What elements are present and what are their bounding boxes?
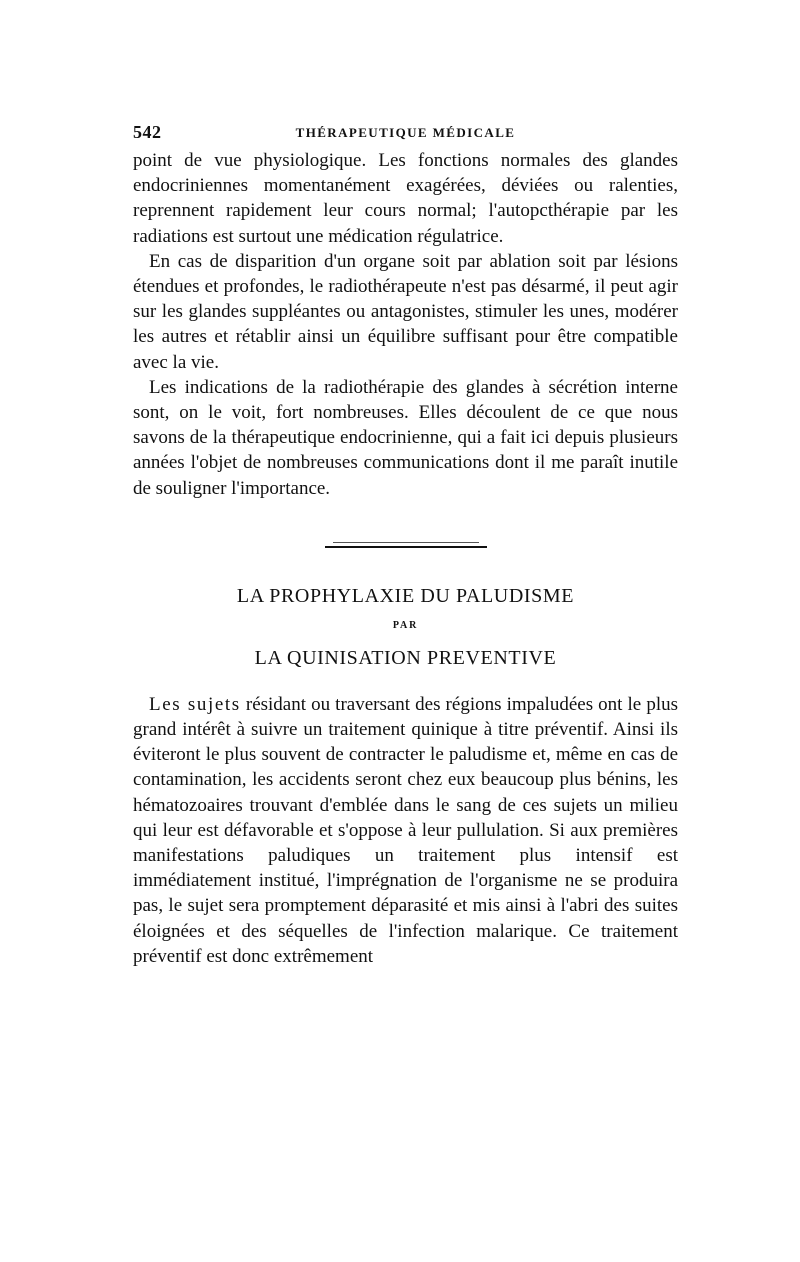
- divider-thin-line: [333, 542, 479, 543]
- section-body-text: résidant ou traversant des régions impaludées ont le plus grand intérêt à suivre un traitement quinique à titre préventif. Ainsi ils éviteront le plus souvent de contracter le paludisme et, même en cas de contamination, les accidents seront chez eux beaucoup plus bénins, les hématozoaires trouvant d'emblée dans le sang de ces sujets un milieu qui leur est défavorable et s'oppose à leur pullulation. Si aux premières manifestations paludiques un traitement plus intensif est immédiatement institué, l'imprégnation de l'organisme ne se produira pas, le sujet sera promptement déparasité et mis ainsi à l'abri des suites éloignées et des séquelles de l'infection malarique. Ce traitement préventif est donc extrêmement: [133, 693, 678, 967]
- running-head: [133, 108, 678, 142]
- section-subtitle: LA QUINISATION PREVENTIVE: [254, 646, 557, 669]
- section-title: LA PROPHYLAXIE DU PALUDISME: [236, 584, 575, 607]
- paragraph-1: point de vue physiologique. Les fonctions normales des glandes endocriniennes momentanément exagérées, déviées ou ralenties, reprennent rapidement leur cours normal; l'autopcthérapie par les radiations est surtout une médication régulatrice.: [133, 150, 678, 247]
- section-divider: [325, 541, 487, 549]
- book-page: [133, 108, 678, 969]
- lead-words: Les sujets: [149, 693, 241, 715]
- paragraph-2: En cas de disparition d'un organe soit par ablation soit par lésions étendues et profondes, le radiothérapeute n'est pas désarmé, il peut agir sur les glandes suppléantes ou antagonistes, stimuler les unes, modérer les autres et rétablir ainsi un équilibre suffisant pour être compatible avec la vie.: [133, 250, 678, 373]
- page-number: 542: [133, 122, 162, 142]
- section-body-paragraph: [133, 692, 678, 969]
- section-by-line: PAR: [392, 619, 419, 631]
- paragraph-3: Les indications de la radiothérapie des glandes à sécrétion interne sont, on le voit, fort nombreuses. Elles découlent de ce que nous savons de la thérapeutique endocrinienne, qui a fait ici depuis plusieurs années l'objet de nombreuses communications dont il me paraît inutile de souligner l'importance.: [133, 376, 678, 499]
- divider-thick-line: [325, 546, 487, 548]
- running-title: THÉRAPEUTIQUE MÉDICALE: [295, 125, 516, 140]
